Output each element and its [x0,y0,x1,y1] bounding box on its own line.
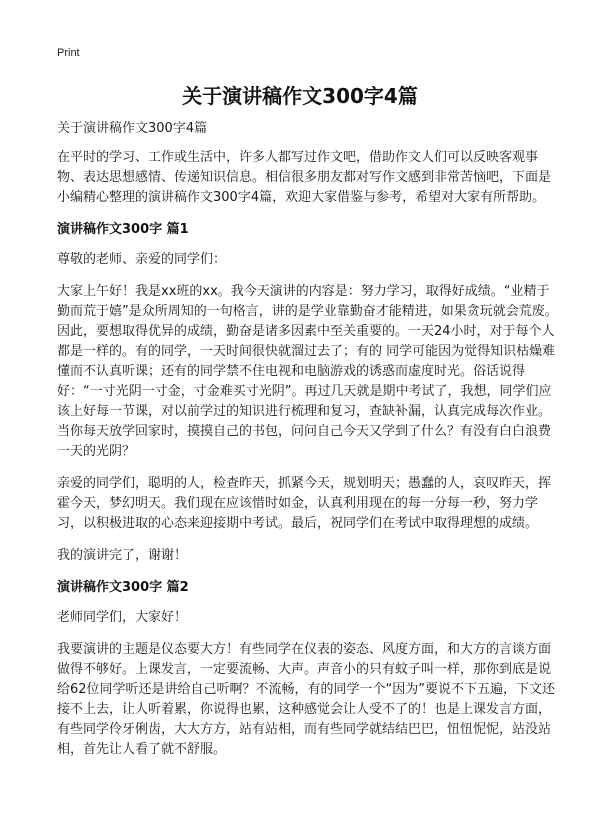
section2-greeting: 老师同学们，大家好！ [57,610,188,625]
section-heading-2: 演讲稿作文300字 篇2 [57,580,189,595]
article-body [57,119,560,760]
article-subtitle: 关于演讲稿作文300字4篇 [57,121,208,136]
section-heading-1: 演讲稿作文300字 篇1 [57,222,189,237]
page-title: 关于演讲稿作文300字4篇 [182,84,418,108]
section1-paragraph-2: 亲爱的同学们，聪明的人，检查昨天，抓紧今天，规划明天；愚蠢的人，哀叹昨天，挥霍今天，梦幻明天。我们现在应该惜时如金，认真利用现在的每一分每一秒，努力学习，以积极进取的心态来迎接期中考试。最后，祝同学们在考试中取得理想的成绩。 [57,476,552,531]
section1-paragraph-1: 大家上午好！我是xx班的xx。我今天演讲的内容是：努力学习，取得好成绩。“业精于勤而荒于嬉”是众所周知的一句格言，讲的是学业靠勤奋才能精进，如果贪玩就会荒废。因此，要想取得优异的成绩，勤奋是诸多因素中至关重要的。一天24小时，对于每个人都是一样的。有的同学，一天时间很快就溜过去了；有的 同学可能因为觉得知识枯燥难懂而不认真听课；还有的同学禁不住电视和电脑游戏的诱惑而虚度时光。俗话说得好：“一寸光阴一寸金，寸金难买寸光阴”。再过几天就是期中考试了，我想，同学们应该上好每一节课，对以前学过的知识进行梳理和复习，查缺补漏，认真完成每次作业。当你每天放学回家时，摸摸自己的书包，问问自己今天又学到了什么？有没有白白浪费一天的光阴？ [57,284,558,459]
intro-paragraph: 在平时的学习、工作或生活中，许多人都写过作文吧，借助作文人们可以反映客观事物、表达思想感情、传递知识信息。相信很多朋友都对写作文感到非常苦恼吧，下面是小编精心整理的演讲稿作文300字4篇，欢迎大家借鉴与参考，希望对大家有所帮助。 [57,150,552,205]
print-link[interactable]: Print [57,47,80,59]
section2-paragraph-1: 我要演讲的主题是仪态要大方！有些同学在仪表的姿态、风度方面，和大方的言谈方面做得不够好。上课发言，一定要流畅、大声。声音小的只有蚊子叫一样，那你到底是说给62位同学听还是讲给自己听啊？不流畅，有的同学一个“因为”要说不下五遍，下文还接不上去，让人听着累，你说得也累，这种感觉会让人受不了的！也是上课发言方面，有些同学伶牙俐齿，大大方方，站有站相，而有些同学就结结巴巴，忸忸怩怩，站没站相，首先让人看了就不舒服。 [57,642,556,757]
section1-greeting: 尊敬的老师、亲爱的同学们： [57,252,227,267]
section1-closing: 我的演讲完了，谢谢！ [57,548,188,563]
